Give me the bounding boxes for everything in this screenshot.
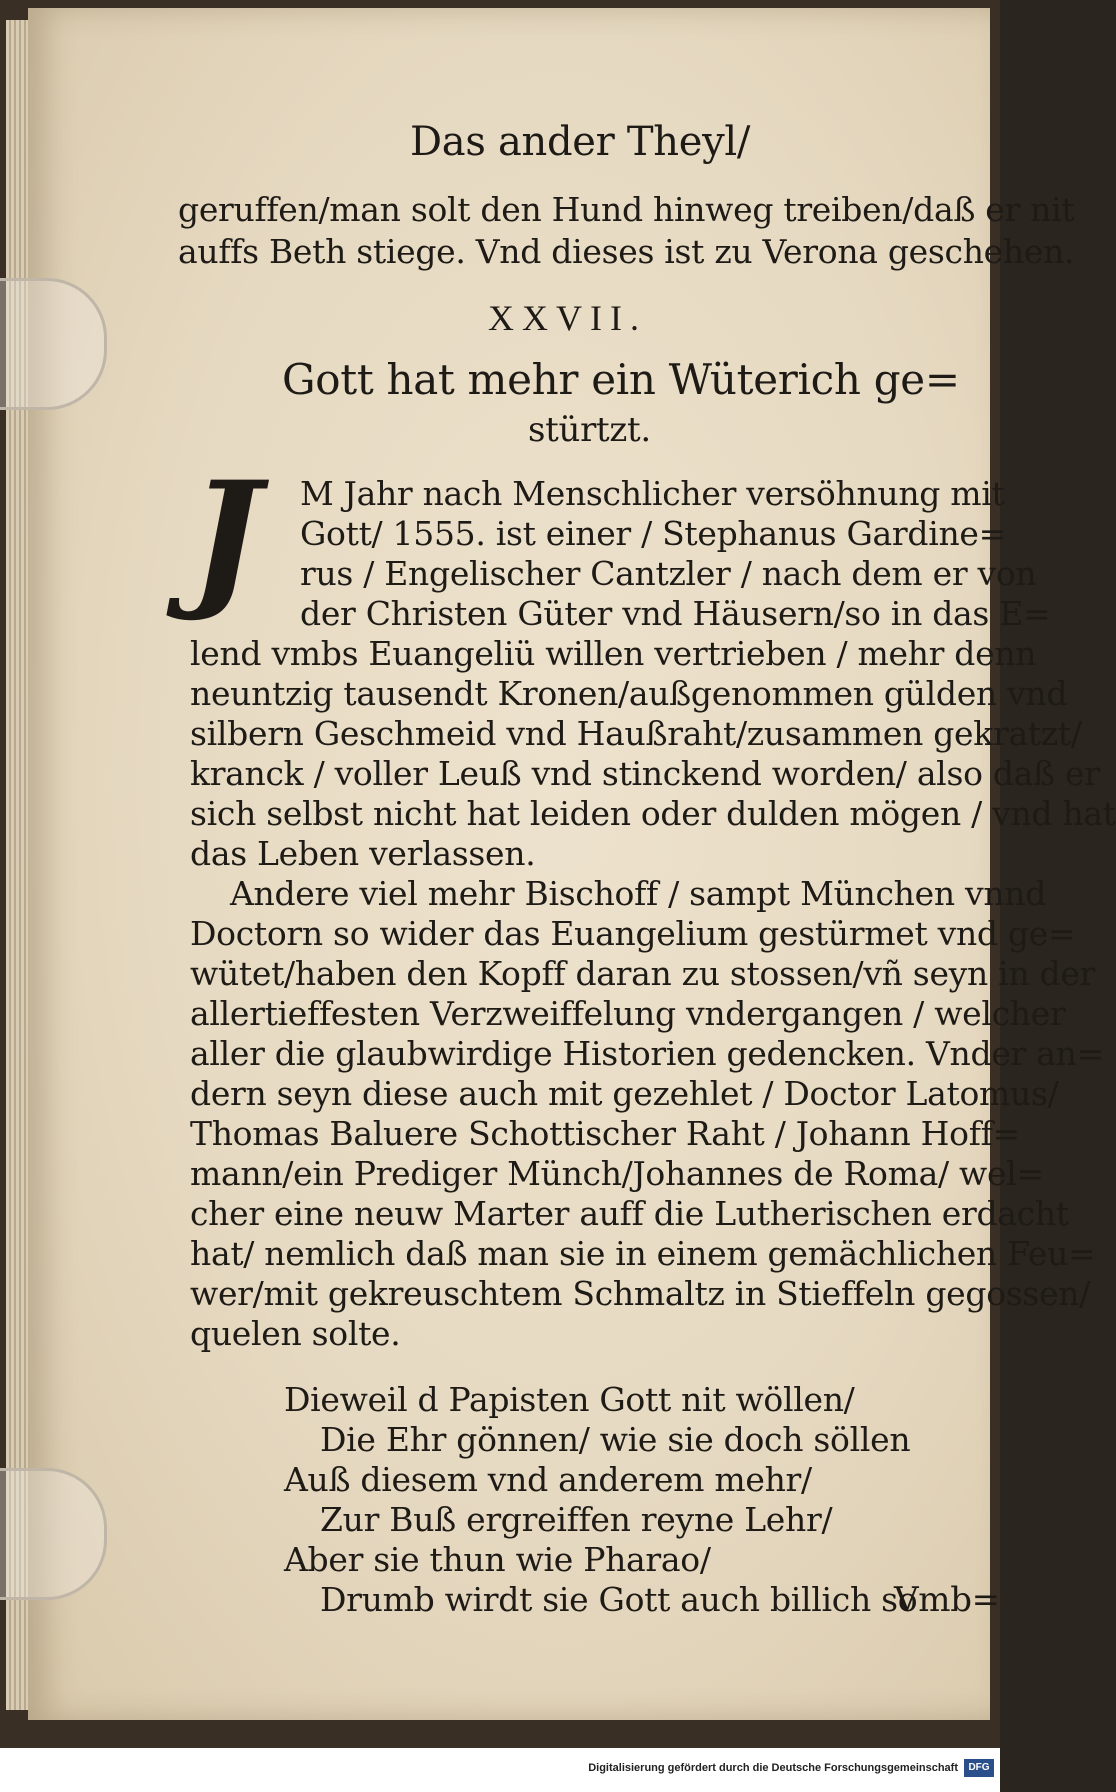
text-line: das Leben verlassen. (190, 834, 536, 873)
text-line: lend vmbs Euangeliü willen vertrieben / mehr denn (190, 634, 1037, 673)
text-line: der Christen Güter vnd Häusern/so in das E= (300, 594, 1051, 633)
text-line: Gott/ 1555. ist einer / Stephanus Gardine= (300, 514, 1007, 553)
text-line: mann/ein Prediger Münch/Johannes de Roma/ wel= (190, 1154, 1044, 1193)
catchword: Vmb= (894, 1580, 1000, 1620)
page-clip-bottom (0, 1468, 107, 1600)
text-line: silbern Geschmeid vnd Haußraht/zusammen gekratzt/ (190, 714, 1082, 753)
chapter-heading: Gott hat mehr ein Wüterich ge= (282, 355, 960, 404)
chapter-numeral: XXVII. (488, 298, 647, 338)
text-line: quelen solte. (190, 1314, 401, 1353)
digitization-footer (0, 1748, 1000, 1792)
verse-line: Die Ehr gönnen/ wie sie doch söllen (320, 1420, 911, 1459)
verse-line: Auß diesem vnd anderem mehr/ (284, 1460, 812, 1499)
text-line: Andere viel mehr Bischoff / sampt München vnnd (230, 874, 1047, 913)
text-line: wütet/haben den Kopff daran zu stossen/vñ seyn in der (190, 954, 1096, 993)
text-line: neuntzig tausendt Kronen/außgenommen gülden vnd (190, 674, 1068, 713)
text-line: wer/mit gekreuschtem Schmaltz in Stieffeln gegossen/ (190, 1274, 1091, 1313)
text-line: auffs Beth stiege. Vnd dieses ist zu Verona geschehen. (178, 232, 1075, 271)
chapter-heading-continued: stürtzt. (528, 410, 651, 450)
text-line: geruffen/man solt den Hund hinweg treiben/daß er nit (178, 190, 1075, 229)
funding-credit: Digitalisierung gefördert durch die Deutsche Forschungsgemeinschaft (588, 1762, 958, 1774)
text-line: rus / Engelischer Cantzler / nach dem er von (300, 554, 1037, 593)
page-clip-top (0, 278, 107, 410)
text-line: Thomas Baluere Schottischer Raht / Johann Hoff= (190, 1114, 1020, 1153)
text-line: Doctorn so wider das Euangelium gestürmet vnd ge= (190, 914, 1076, 953)
verse-line: Dieweil d Papisten Gott nit wöllen/ (284, 1380, 855, 1419)
verse-line: Zur Buß ergreiffen reyne Lehr/ (320, 1500, 833, 1539)
drop-initial: J (190, 449, 261, 625)
dfg-logo-icon: DFG (964, 1759, 994, 1777)
text-line: dern seyn diese auch mit gezehlet / Doctor Latomus/ (190, 1074, 1059, 1113)
text-line: sich selbst nicht hat leiden oder dulden mögen / vnd hat (190, 794, 1116, 833)
text-line: M Jahr nach Menschlicher versöhnung mit (300, 474, 1005, 513)
text-line: allertieffesten Verzweiffelung vndergangen / welcher (190, 994, 1066, 1033)
text-line: cher eine neuw Marter auff die Lutherischen erdacht (190, 1194, 1069, 1233)
text-line: hat/ nemlich daß man sie in einem gemächlichen Feu= (190, 1234, 1096, 1273)
text-line: aller die glaubwirdige Historien gedencken. Vnder an= (190, 1034, 1104, 1073)
running-head: Das ander Theyl/ (410, 119, 751, 165)
text-line: kranck / voller Leuß vnd stinckend worden/ also daß er (190, 754, 1100, 793)
verse-line: Aber sie thun wie Pharao/ (284, 1540, 711, 1579)
verse-line: Drumb wirdt sie Gott auch billich so (320, 1580, 918, 1619)
